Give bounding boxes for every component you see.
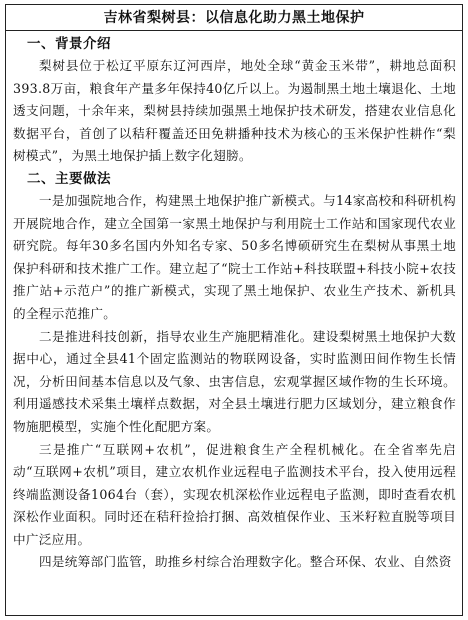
paragraph: 梨树县位于松辽平原东辽河西岸，地处全球“黄金玉米带”，耕地总面积393.8万亩，粮食年产量多年保持40亿斤以上。为遏制黑土地土壤退化、土地透支问题，十余年来，梨树县持续加强黑土地保护技术研发，搭建农业信息化数据平台，首创了以秸秆覆盖还田免耕播种技术为核心的玉米保护性耕作“梨树模式”，为黑土地保护插上数字化翅膀。 (13, 58, 456, 164)
document-title: 吉林省梨树县：以信息化助力黑土地保护 (103, 10, 365, 26)
paragraph: 四是统筹部门监管，助推乡村综合治理数字化。整合环保、农业、自然资 (39, 554, 452, 570)
section-heading: 二、主要做法 (27, 170, 111, 187)
section-heading: 一、背景介绍 (27, 36, 111, 52)
document-body (13, 33, 456, 616)
paragraph: 一是加强院地合作，构建黑土地保护推广新模式。与14家高校和科研机构开展院地合作，建立全国第一家黑土地保护与利用院士工作站和国家现代农业研究院。每年30多名国内外知名专家、50多名博硕研究生在梨树从事黑土地保护科研和技术推广工作。建立起了“院士工作站+科技联盟+科技小院+农技推广站+示范户”的推广新模式，实现了黑土地保护、农业生产技术、新机具的全程示范推广。 (13, 192, 456, 321)
paragraph: 三是推广“互联网+农机”，促进粮食生产全程机械化。在全省率先启动“互联网+农机”项目，建立农机作业远程电子监测技术平台，投入使用远程终端监测设备1064台（套），实现农机深松作业远程电子监测，即时查看农机深松作业面积。同时还在秸秆捡拾打捆、高效植保作业、玉米籽粒直脱等项目中广泛应用。 (13, 441, 456, 547)
section-background (13, 33, 456, 168)
title-row (5, 4, 463, 31)
paragraph: 二是推进科技创新，指导农业生产施肥精准化。建设梨树黑土地保护大数据中心，通过全县41个固定监测站的物联网设备，实时监测田间作物生长情况，分析田间基本信息以及气象、虫害信息，宏观掌握区域作物的生长环境。利用遥感技术采集土壤样点数据，对全县土壤进行肥力区域划分，建立粮食作物施肥模型，实施个性化配肥方案。 (13, 328, 456, 434)
section-main-practices (13, 168, 456, 574)
